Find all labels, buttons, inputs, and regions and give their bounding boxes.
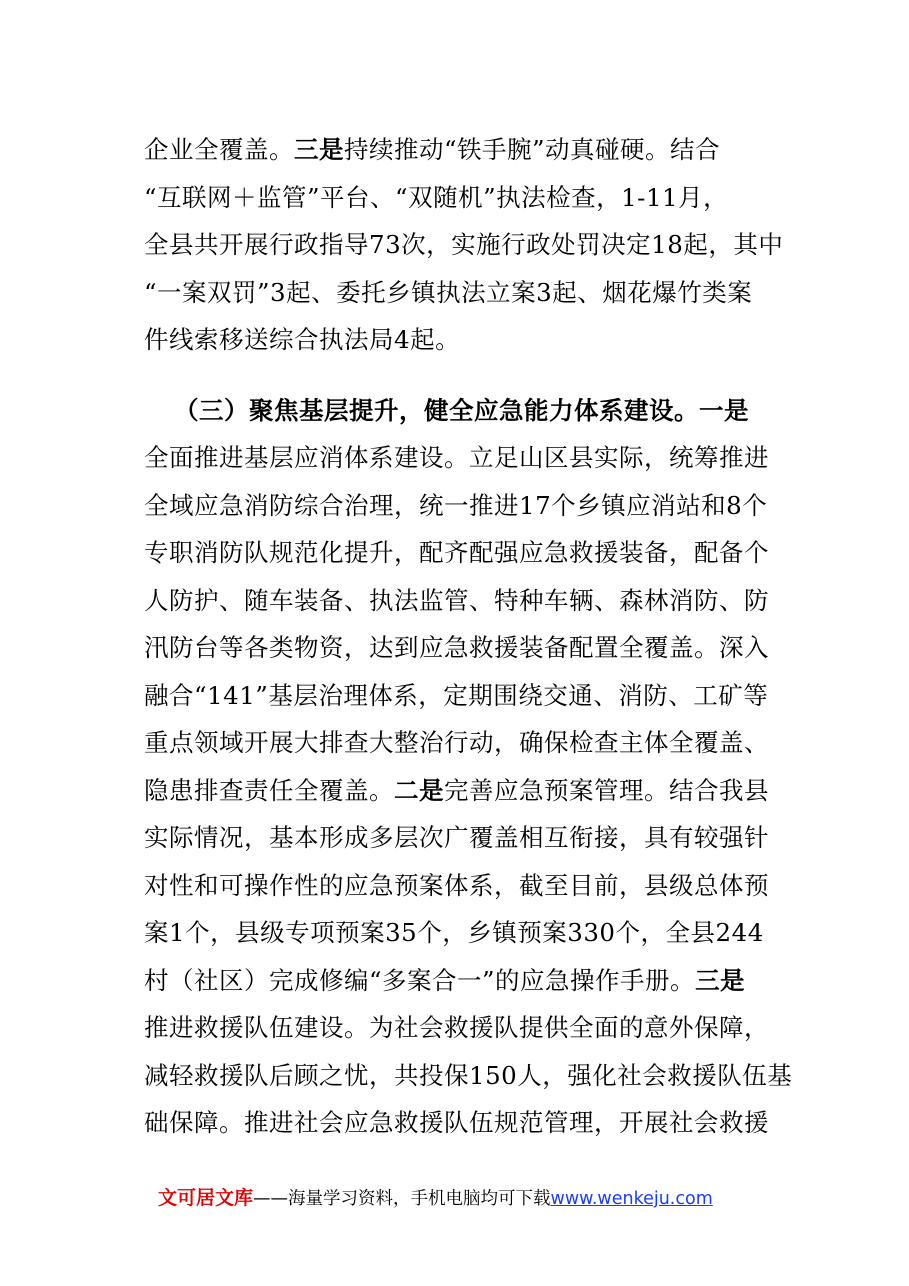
text-line: [144, 672, 774, 720]
text-line: [144, 126, 774, 174]
text-run: 完善应急预案管理。结合我县: [444, 775, 769, 805]
text-run: 企业全覆盖。: [144, 135, 294, 164]
text-line: [144, 957, 774, 1005]
text-line: [144, 814, 774, 862]
text-line: [144, 482, 774, 530]
text-line: [144, 174, 774, 222]
text-run: 推进救援队伍建设。为社会救援队提供全面的意外保障，: [144, 1013, 769, 1042]
footer-slogan: ——海量学习资料，手机电脑均可下载: [253, 1189, 551, 1209]
text-line: [144, 1099, 774, 1147]
paragraph-2: [144, 387, 793, 1147]
text-line: [144, 719, 774, 767]
text-line: [144, 269, 774, 317]
paragraph-1: [144, 126, 784, 364]
text-run: 全面推进基层应消体系建设。立足山区县实际，统筹推进: [144, 443, 769, 472]
text-run: “一案双罚”3起、委托乡镇执法立案3起、烟花爆竹类案: [144, 277, 753, 307]
text-run: 隐患排查责任全覆盖。: [144, 775, 394, 805]
text-line: [144, 529, 774, 577]
document-body: [144, 126, 793, 1147]
bold-marker: 三是: [695, 965, 746, 995]
text-run: 全域应急消防综合治理，统一推进17个乡镇应消站和8个: [144, 490, 768, 520]
text-line: [144, 767, 774, 815]
text-line: [144, 862, 774, 910]
text-run: 重点领域开展大排查大整治行动，确保检查主体全覆盖、: [144, 728, 769, 757]
text-run: 减轻救援队后顾之忧，共投保150人，强化社会救援队伍基: [144, 1060, 793, 1090]
footer: [158, 1183, 778, 1213]
text-run: 件线索移送综合执法局4起。: [144, 325, 461, 354]
text-run: 全县共开展行政指导73次，实施行政处罚决定18起，其中: [144, 230, 784, 259]
text-run: 对性和可操作性的应急预案体系，截至目前，县级总体预: [144, 870, 769, 900]
bold-marker: 三是: [294, 135, 344, 164]
text-run: 村（社区）完成修编“多案合一”的应急操作手册。: [144, 965, 696, 995]
text-run: “互联网＋监管”平台、“双随机”执法检查，1-11月，: [144, 182, 729, 212]
section-heading: （三）聚焦基层提升，健全应急能力体系建设。一是: [174, 395, 749, 425]
text-line: [144, 624, 774, 672]
footer-brand: 文可居文库: [158, 1187, 254, 1209]
text-line: [144, 1052, 793, 1100]
text-run: 础保障。推进社会应急救援队伍规范管理，开展社会救援: [144, 1108, 769, 1137]
text-line: [144, 577, 774, 625]
text-run: 融合“141”基层治理体系，定期围绕交通、消防、工矿等: [144, 680, 769, 710]
text-run: 汛防台等各类物资，达到应急救援装备配置全覆盖。深入: [144, 633, 769, 662]
bold-marker: 二是: [394, 775, 444, 805]
paragraph-gap: [144, 364, 774, 387]
text-line: [144, 316, 774, 364]
text-run: 持续推动“铁手腕”动真碰硬。结合: [344, 135, 721, 164]
text-line: [144, 221, 784, 269]
text-line: [144, 1004, 774, 1052]
text-run: 专职消防队规范化提升，配齐配强应急救援装备，配备个: [144, 538, 769, 567]
footer-link[interactable]: www.wenkeju.com: [550, 1189, 713, 1209]
text-run: 案1个，县级专项预案35个，乡镇预案330个，全县244: [144, 918, 764, 947]
text-run: 实际情况，基本形成多层次广覆盖相互衔接，具有较强针: [144, 823, 769, 852]
text-line: [144, 909, 774, 957]
text-run: 人防护、随车装备、执法监管、特种车辆、森林消防、防: [144, 585, 769, 615]
text-line: [144, 434, 774, 482]
